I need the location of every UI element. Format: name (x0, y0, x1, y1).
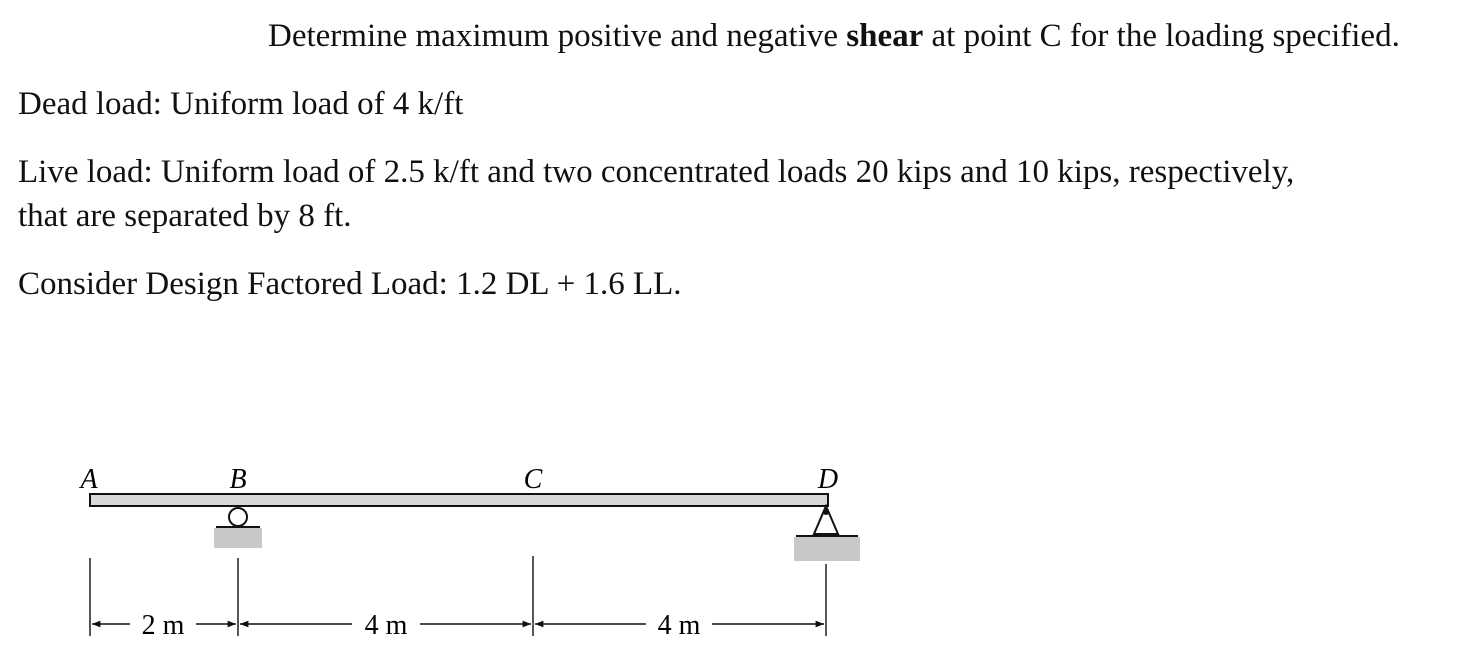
problem-intro: Determine maximum positive and negative shear at point C for the loading specified. (268, 18, 1400, 54)
load-combination-text: Consider Design Factored Load: 1.2 DL + 1.6 LL. (18, 266, 682, 302)
dim-bc: 4 m (364, 610, 408, 641)
dead-load-text: Dead load: Uniform load of 4 k/ft (18, 86, 464, 122)
label-a: A (80, 464, 98, 495)
live-load-text: Live load: Uniform load of 2.5 k/ft and two concentrated loads 20 kips and 10 kips, respectively, that are separated by 8 ft. (18, 154, 1295, 234)
dim-ab: 2 m (141, 610, 185, 641)
label-b: B (229, 464, 247, 495)
beam (90, 494, 828, 506)
bold-shear: shear (846, 18, 924, 54)
label-c: C (523, 464, 543, 495)
label-d: D (817, 464, 839, 495)
dim-cd: 4 m (657, 610, 701, 641)
pin-support-d (794, 506, 860, 561)
roller-support-b (214, 508, 262, 548)
